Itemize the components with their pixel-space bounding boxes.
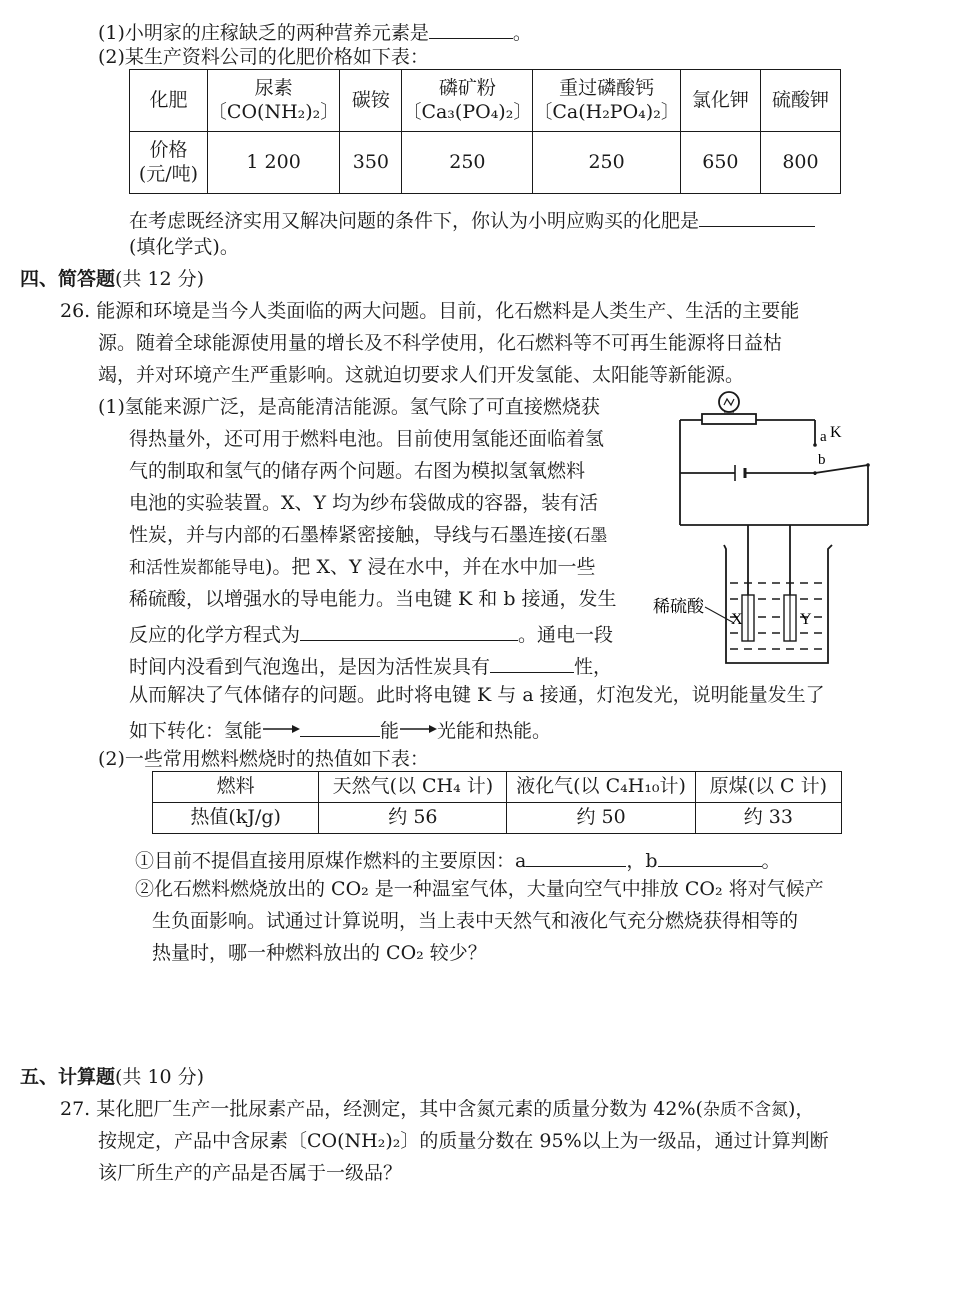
col-phosphate-rock: 磷矿粉 〔Ca₃(PO₄)₂〕: [402, 70, 533, 132]
q26-part1: 电池的实验装置。X、Y 均为纱布袋做成的容器，装有活: [129, 492, 599, 514]
table-cell: 约 33: [695, 803, 841, 834]
answer-blank[interactable]: [429, 20, 513, 39]
lamp-base: [702, 414, 756, 424]
price-cell: 250: [402, 132, 533, 194]
row-header-price: 价格 (元/吨): [130, 132, 208, 194]
price-cell: 800: [760, 132, 840, 194]
row-header-fertilizer: 化肥: [130, 70, 208, 132]
answer-blank[interactable]: [490, 654, 574, 673]
answer-blank[interactable]: [699, 208, 815, 227]
table-header: 原煤(以 C 计): [695, 772, 841, 803]
col-potassium-sulfate: 硫酸钾: [760, 70, 840, 132]
circuit-svg: [640, 385, 880, 675]
q26-intro: 26. 能源和环境是当今人类面临的两大问题。目前，化石燃料是人类生产、生活的主要能: [60, 300, 800, 322]
q26-part1: 性炭，并与内部的石墨棒紧密接触，导线与石墨连接(石墨: [129, 524, 608, 546]
section-4-heading: 四、简答题(共 12 分): [20, 268, 205, 290]
q26-part1: 气的制取和氢气的储存两个问题。右图为模拟氢氧燃料: [129, 460, 586, 482]
section-5-heading: 五、计算题(共 10 分): [20, 1066, 205, 1088]
label-b: b: [818, 452, 826, 468]
label-k: K: [830, 424, 842, 441]
q26-sub2: ②化石燃料燃烧放出的 CO₂ 是一种温室气体，大量向空气中排放 CO₂ 将对气候产: [135, 878, 824, 900]
table-cell: 约 56: [319, 803, 507, 834]
fuel-heat-value-table: [152, 771, 842, 834]
energy-conversion-line: 如下转化：氢能 能 光能和热能。: [129, 720, 552, 742]
table-cell: 热值(kJ/g): [153, 803, 319, 834]
q26-part2: (2)一些常用燃料燃烧时的热值如下表：: [98, 748, 429, 770]
label-x: X: [731, 611, 743, 628]
fertilizer-price-table: [129, 69, 841, 194]
fuel-cell-diagram: [640, 385, 880, 675]
label-a: a: [820, 429, 827, 445]
arrow-icon: [262, 724, 300, 734]
q27-text: 该厂所生产的产品是否属于一级品？: [98, 1162, 403, 1184]
table-header: 液化气(以 C₄H₁₀计): [507, 772, 695, 803]
q25-question: 在考虑既经济实用又解决问题的条件下，你认为小明应购买的化肥是: [129, 208, 815, 231]
price-cell: 350: [340, 132, 402, 194]
q26-part1: (1)氢能来源广泛，是高能清洁能源。氢气除了可直接燃烧获: [98, 396, 600, 418]
table-header: 天然气(以 CH₄ 计): [319, 772, 507, 803]
q25-hint: (填化学式)。: [129, 236, 239, 258]
answer-blank[interactable]: [300, 718, 380, 737]
q26-sub2: 热量时，哪一种燃料放出的 CO₂ 较少？: [152, 942, 487, 964]
q25-part1: (1)小明家的庄稼缺乏的两种营养元素是 。: [98, 22, 532, 44]
table-header: 燃料: [153, 772, 319, 803]
q26-intro: 源。随着全球能源使用量的增长及不科学使用，化石燃料等不可再生能源将日益枯: [98, 332, 783, 354]
q26-part1: 时间内没看到气泡逸出，是因为活性炭具有 性，: [129, 656, 613, 678]
q26-intro: 竭，并对环境产生严重影响。这就迫切要求人们开发氢能、太阳能等新能源。: [98, 364, 745, 386]
answer-blank-b[interactable]: [658, 848, 762, 867]
q26-part1: 得热量外，还可用于燃料电池。目前使用氢能还面临着氢: [129, 428, 605, 450]
col-superphosphate: 重过磷酸钙 〔Ca(H₂PO₄)₂〕: [533, 70, 680, 132]
price-cell: 650: [680, 132, 760, 194]
equation-blank[interactable]: [300, 622, 518, 641]
table-cell: 约 50: [507, 803, 695, 834]
col-urea: 尿素 〔CO(NH₂)₂〕: [207, 70, 339, 132]
arrow-icon: [399, 724, 437, 734]
q26-sub1: ①目前不提倡直接用原煤作燃料的主要原因：a ，b 。: [135, 850, 781, 872]
q25-part2: (2)某生产资料公司的化肥价格如下表：: [98, 46, 429, 68]
answer-blank-a[interactable]: [526, 848, 626, 867]
label-y: Y: [800, 611, 812, 628]
q26-part1: 和活性炭都能导电)。把 X、Y 浸在水中，并在水中加一些: [129, 556, 596, 578]
q27-text: 按规定，产品中含尿素〔CO(NH₂)₂〕的质量分数在 95%以上为一级品，通过计算判断: [98, 1130, 829, 1152]
q26-sub2: 生负面影响。试通过计算说明，当上表中天然气和液化气充分燃烧获得相等的: [152, 910, 799, 932]
price-cell: 250: [533, 132, 680, 194]
q26-part1: 从而解决了气体储存的问题。此时将电键 K 与 a 接通，灯泡发光，说明能量发生了: [129, 684, 825, 706]
col-potassium-chloride: 氯化钾: [680, 70, 760, 132]
q26-part1: 反应的化学方程式为 。通电一段: [129, 624, 614, 646]
q26-part1: 稀硫酸，以增强水的导电能力。当电键 K 和 b 接通，发生: [129, 588, 617, 610]
col-ammonium-bicarbonate: 碳铵: [340, 70, 402, 132]
q27-text: 27. 某化肥厂生产一批尿素产品，经测定，其中含氮元素的质量分数为 42%(杂质不含氮)，: [60, 1098, 815, 1120]
label-dilute-sulfuric-acid: 稀硫酸: [653, 597, 704, 617]
beaker: [724, 545, 832, 663]
price-cell: 1 200: [207, 132, 339, 194]
